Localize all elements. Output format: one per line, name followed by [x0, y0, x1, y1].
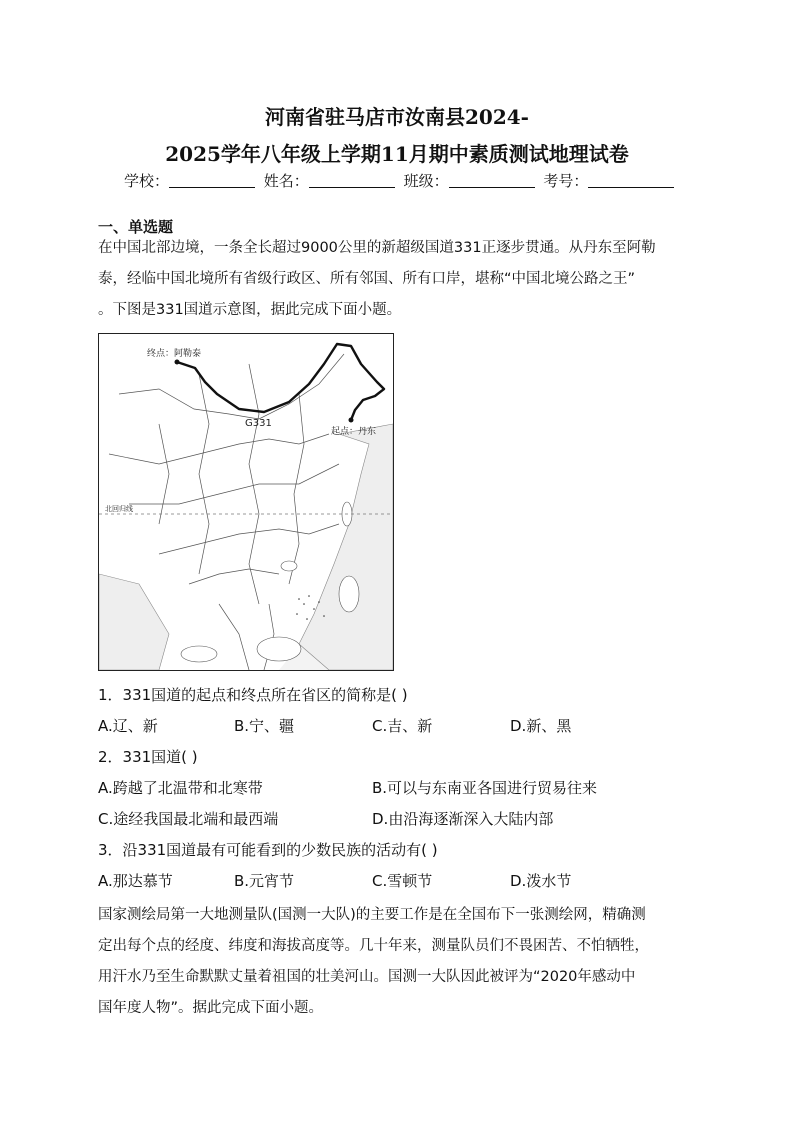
- passage-1-line: 泰，经临中国北境所有省级行政区、所有邻国、所有口岸，堪称“中国北境公路之王”: [98, 271, 636, 287]
- question-2-stem: 2．331国道( ): [98, 748, 198, 766]
- question-3-stem: 3．沿331国道最有可能看到的少数民族的活动有( ): [98, 841, 438, 859]
- map-graphic: [99, 334, 393, 670]
- q1-option-b[interactable]: B.宁、疆: [234, 717, 295, 735]
- passage-1-line: 在中国北部边境，一条全长超过9000公里的新超级国道331正逐步贯通。从丹东至阿勒: [98, 240, 656, 256]
- q2-option-c[interactable]: C.途经我国最北端和最西端: [98, 810, 279, 828]
- map-end-label: 终点：阿勒泰: [147, 349, 202, 359]
- passage-1: [98, 233, 698, 326]
- passage-2-line: 用汗水乃至生命默默丈量着祖国的壮美河山。国测一大队因此被评为“2020年感动中: [98, 969, 636, 985]
- q3-option-d[interactable]: D.泼水节: [510, 872, 572, 890]
- q2-option-b[interactable]: B.可以与东南亚各国进行贸易往来: [372, 779, 598, 797]
- map-road-label: G331: [245, 418, 272, 429]
- school-blank[interactable]: [169, 172, 255, 188]
- name-label: 姓名：: [263, 172, 309, 190]
- class-blank[interactable]: [449, 172, 535, 188]
- passage-2-line: 国家测绘局第一大地测量队(国测一大队)的主要工作是在全国布下一张测绘网，精确测: [98, 907, 646, 923]
- map-start-label: 起点：丹东: [331, 427, 377, 437]
- passage-2: [98, 900, 698, 1024]
- q3-option-b[interactable]: B.元宵节: [234, 872, 295, 890]
- student-info-row: [124, 170, 678, 191]
- section-title: 一、单选题: [98, 218, 174, 236]
- school-label: 学校：: [124, 172, 170, 190]
- class-label: 班级：: [403, 172, 449, 190]
- passage-2-line: 国年度人物”。据此完成下面小题。: [98, 1000, 324, 1016]
- passage-2-line: 定出每个点的经度、纬度和海拔高度等。几十年来，测量队员们不畏困苦、不怕牺牲，: [98, 938, 649, 954]
- exam-title-line1: 河南省驻马店市汝南县2024-: [265, 105, 529, 129]
- q1-option-c[interactable]: C.吉、新: [372, 717, 433, 735]
- passage-1-line: 。下图是331国道示意图，据此完成下面小题。: [98, 302, 402, 318]
- q2-option-a[interactable]: A.跨越了北温带和北寒带: [98, 779, 263, 797]
- g331-route-map: [98, 333, 394, 671]
- q1-option-d[interactable]: D.新、黑: [510, 717, 572, 735]
- q1-option-a[interactable]: A.辽、新: [98, 717, 158, 735]
- q3-option-a[interactable]: A.那达慕节: [98, 872, 173, 890]
- map-tropic-label: 北回归线: [105, 505, 133, 513]
- exam-number-blank[interactable]: [588, 172, 674, 188]
- q3-option-c[interactable]: C.雪顿节: [372, 872, 433, 890]
- q2-option-d[interactable]: D.由沿海逐渐深入大陆内部: [372, 810, 554, 828]
- exam-title-line2: 2025学年八年级上学期11月期中素质测试地理试卷: [165, 142, 629, 166]
- question-1-stem: 1．331国道的起点和终点所在省区的简称是( ): [98, 686, 408, 704]
- name-blank[interactable]: [309, 172, 395, 188]
- exam-number-label: 考号：: [543, 172, 589, 190]
